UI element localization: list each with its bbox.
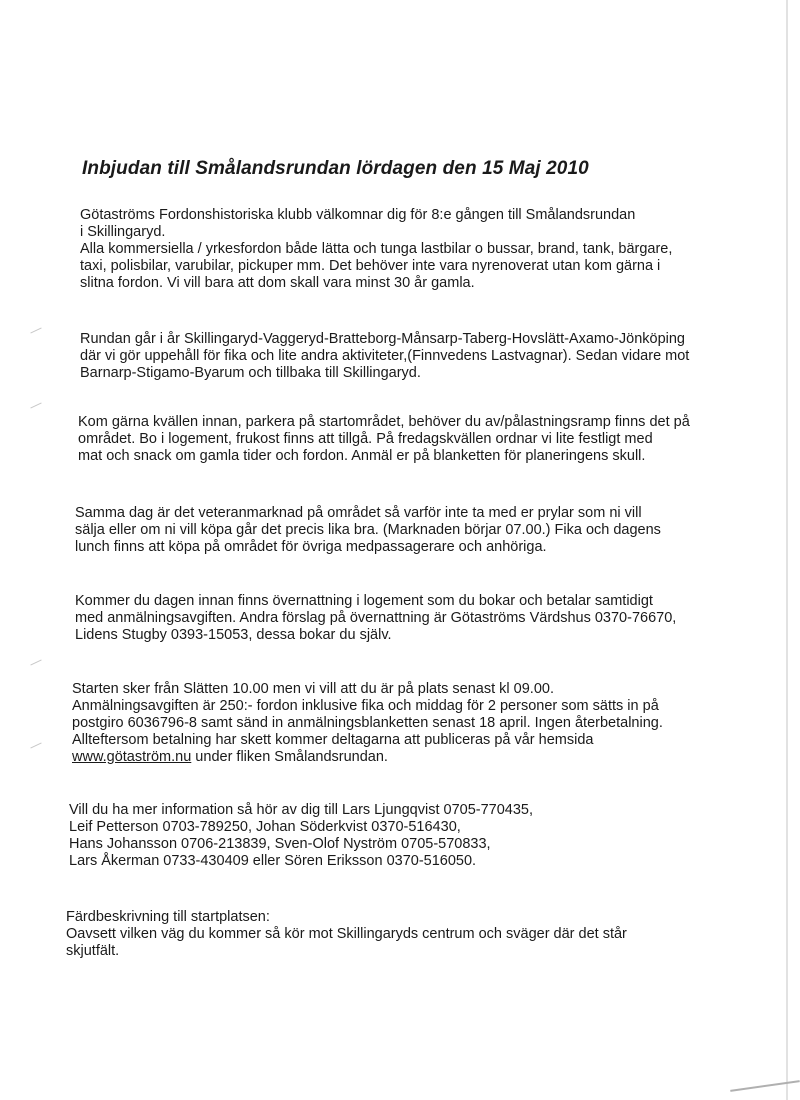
text-line: Kom gärna kvällen innan, parkera på startområdet, behöver du av/pålastningsramp finns det på <box>78 414 690 430</box>
document-title: Inbjudan till Smålandsrundan lördagen den 15 Maj 2010 <box>82 158 589 179</box>
text-line: Rundan går i år Skillingaryd-Vaggeryd-Bratteborg-Månsarp-Taberg-Hovslätt-Axamo-Jönköping <box>80 331 685 347</box>
scan-mark <box>30 328 41 334</box>
text-line: Vill du ha mer information så hör av dig till Lars Ljungqvist 0705-770435, <box>69 802 533 818</box>
text-line-website <box>72 749 663 766</box>
scan-mark <box>30 660 41 666</box>
text-line: taxi, polisbilar, varubilar, pickuper mm. Det behöver inte vara nyrenoverat utan kom gärna i <box>80 258 661 274</box>
text-line: sälja eller om ni vill köpa går det precis lika bra. (Marknaden börjar 07.00.) Fika och dagens <box>75 522 661 538</box>
scan-mark <box>30 743 41 749</box>
text-line: Kommer du dagen innan finns övernattning i logement som du bokar och betalar samtidigt <box>75 593 653 609</box>
text-line: mat och snack om gamla tider och fordon. Anmäl er på blanketten för planeringens skull. <box>78 448 646 464</box>
text-line: postgiro 6036796-8 samt sänd in anmälningsblanketten senast 18 april. Ingen återbetalning. <box>72 715 663 731</box>
text-line: Starten sker från Slätten 10.00 men vi vill att du är på plats senast kl 09.00. <box>72 681 554 697</box>
paragraph-welcome <box>80 207 672 292</box>
text-line: området. Bo i logement, frukost finns att tillgå. På fredagskvällen ordnar vi lite festligt med <box>78 431 653 447</box>
text-line: Hans Johansson 0706-213839, Sven-Olof Nyström 0705-570833, <box>69 836 491 852</box>
paragraph-contacts <box>69 802 533 870</box>
text-line: skjutfält. <box>66 943 120 959</box>
text-line: Samma dag är det veteranmarknad på området så varför inte ta med er prylar som ni vill <box>75 505 642 521</box>
page-corner-shadow <box>730 1080 800 1092</box>
text-line: Anmälningsavgiften är 250:- fordon inklusive fika och middag för 2 personer som sätts in på <box>72 698 659 714</box>
text-line: slitna fordon. Vi vill bara att dom skall vara minst 30 år gamla. <box>80 275 475 291</box>
paragraph-directions <box>66 909 627 960</box>
text-line: Allteftersom betalning har skett kommer deltagarna att publiceras på vår hemsida <box>72 732 594 748</box>
website-suffix: under fliken Smålandsrundan. <box>191 749 388 765</box>
text-line: i Skillingaryd. <box>80 224 166 240</box>
text-line: Götaströms Fordonshistoriska klubb välkomnar dig för 8:e gången till Smålandsrundan <box>80 207 636 223</box>
text-line: där vi gör uppehåll för fika och lite andra aktiviteter,(Finnvedens Lastvagnar). Sedan vidare mot <box>80 348 690 364</box>
text-line: med anmälningsavgiften. Andra förslag på övernattning är Götaströms Värdshus 0370-76670, <box>75 610 677 626</box>
paragraph-evening-before <box>78 414 690 465</box>
text-line: lunch finns att köpa på området för övriga medpassagerare och anhöriga. <box>75 539 547 555</box>
paragraph-market <box>75 505 661 556</box>
text-line: Lars Åkerman 0733-430409 eller Sören Eriksson 0370-516050. <box>69 853 477 869</box>
text-line: Leif Petterson 0703-789250, Johan Söderkvist 0370-516430, <box>69 819 461 835</box>
text-line: Alla kommersiella / yrkesfordon både lätta och tunga lastbilar o bussar, brand, tank, bärgare, <box>80 241 673 257</box>
page-edge-shadow <box>786 0 788 1100</box>
scan-mark <box>30 403 41 409</box>
text-line: Barnarp-Stigamo-Byarum och tillbaka till Skillingaryd. <box>80 365 421 381</box>
paragraph-accommodation <box>75 593 676 644</box>
text-line: Oavsett vilken väg du kommer så kör mot Skillingaryds centrum och sväger där det står <box>66 926 627 942</box>
paragraph-route <box>80 331 689 382</box>
text-line: Lidens Stugby 0393-15053, dessa bokar du själv. <box>75 627 392 643</box>
website-link[interactable]: www.götaström.nu <box>72 749 192 765</box>
paragraph-start-fee <box>72 681 663 766</box>
text-line: Färdbeskrivning till startplatsen: <box>66 909 270 925</box>
